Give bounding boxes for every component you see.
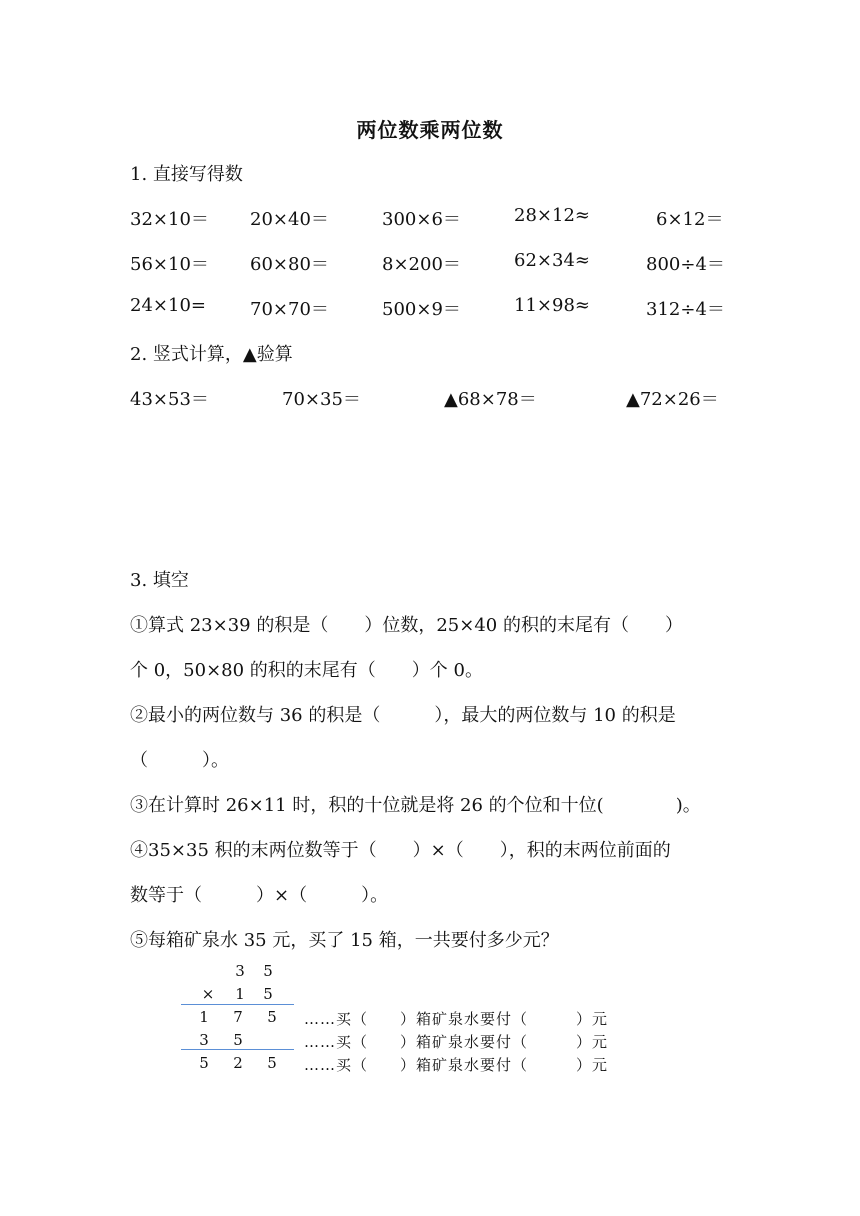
oral-problem: 32×10＝: [130, 209, 209, 230]
section-2-heading: 2. 竖式计算，▲验算: [130, 344, 293, 365]
worksheet-title: 两位数乘两位数: [356, 118, 504, 142]
oral-problem: 20×40＝: [250, 209, 329, 230]
oral-problem: 56×10＝: [130, 254, 209, 275]
digit: 2: [233, 1054, 243, 1072]
section-1-heading: 1. 直接写得数: [130, 164, 243, 185]
oral-problem: 312÷4＝: [646, 299, 725, 320]
fill-blank-line: （ ）。: [130, 750, 229, 771]
vertical-problem: 43×53＝: [130, 389, 209, 410]
digit: 1: [199, 1008, 209, 1026]
oral-problem: 300×6＝: [382, 209, 461, 230]
times-sign: ×: [201, 985, 215, 1003]
oral-problem: 8×200＝: [382, 254, 461, 275]
sum-line: [181, 1049, 294, 1050]
fill-blank-line: ①算式 23×39 的积是（ ）位数，25×40 的积的末尾有（ ）: [130, 615, 683, 636]
digit: 5: [267, 1008, 277, 1026]
oral-problem: 24×10=: [130, 295, 206, 316]
explanation-line: ……买（ ）箱矿泉水要付（ ）元: [304, 1033, 609, 1051]
digit: 5: [233, 1031, 243, 1049]
digit: 7: [233, 1008, 243, 1026]
oral-problem: 6×12＝: [656, 209, 724, 230]
fill-blank-line: ④35×35 积的末两位数等于（ ）×（ ），积的末两位前面的: [130, 840, 671, 861]
vertical-problem: ▲72×26＝: [626, 389, 719, 410]
explanation-line: ……买（ ）箱矿泉水要付（ ）元: [304, 1010, 609, 1028]
oral-problem: 62×34≈: [514, 250, 590, 271]
fill-blank-line: ③在计算时 26×11 时，积的十位就是将 26 的个位和十位( )。: [130, 795, 701, 816]
fill-blank-line: 数等于（ ）×（ ）。: [130, 885, 389, 906]
oral-problem: 500×9＝: [382, 299, 461, 320]
vertical-problem: 70×35＝: [282, 389, 361, 410]
digit: 5: [263, 985, 273, 1003]
oral-problem: 28×12≈: [514, 205, 590, 226]
word-problem: ⑤每箱矿泉水 35 元，买了 15 箱，一共要付多少元？: [130, 930, 559, 951]
digit: 5: [267, 1054, 277, 1072]
sum-line: [181, 1004, 294, 1005]
section-3-heading: 3. 填空: [130, 570, 189, 591]
digit: 3: [235, 962, 245, 980]
explanation-line: ……买（ ）箱矿泉水要付（ ）元: [304, 1056, 609, 1074]
fill-blank-line: 个 0，50×80 的积的末尾有（ ）个 0。: [130, 660, 483, 681]
oral-problem: 800÷4＝: [646, 254, 725, 275]
oral-problem: 70×70＝: [250, 299, 329, 320]
digit: 5: [263, 962, 273, 980]
oral-problem: 60×80＝: [250, 254, 329, 275]
fill-blank-line: ②最小的两位数与 36 的积是（ ），最大的两位数与 10 的积是: [130, 705, 676, 726]
digit: 1: [235, 985, 245, 1003]
digit: 3: [199, 1031, 209, 1049]
digit: 5: [199, 1054, 209, 1072]
oral-problem: 11×98≈: [514, 295, 590, 316]
vertical-problem: ▲68×78＝: [444, 389, 537, 410]
